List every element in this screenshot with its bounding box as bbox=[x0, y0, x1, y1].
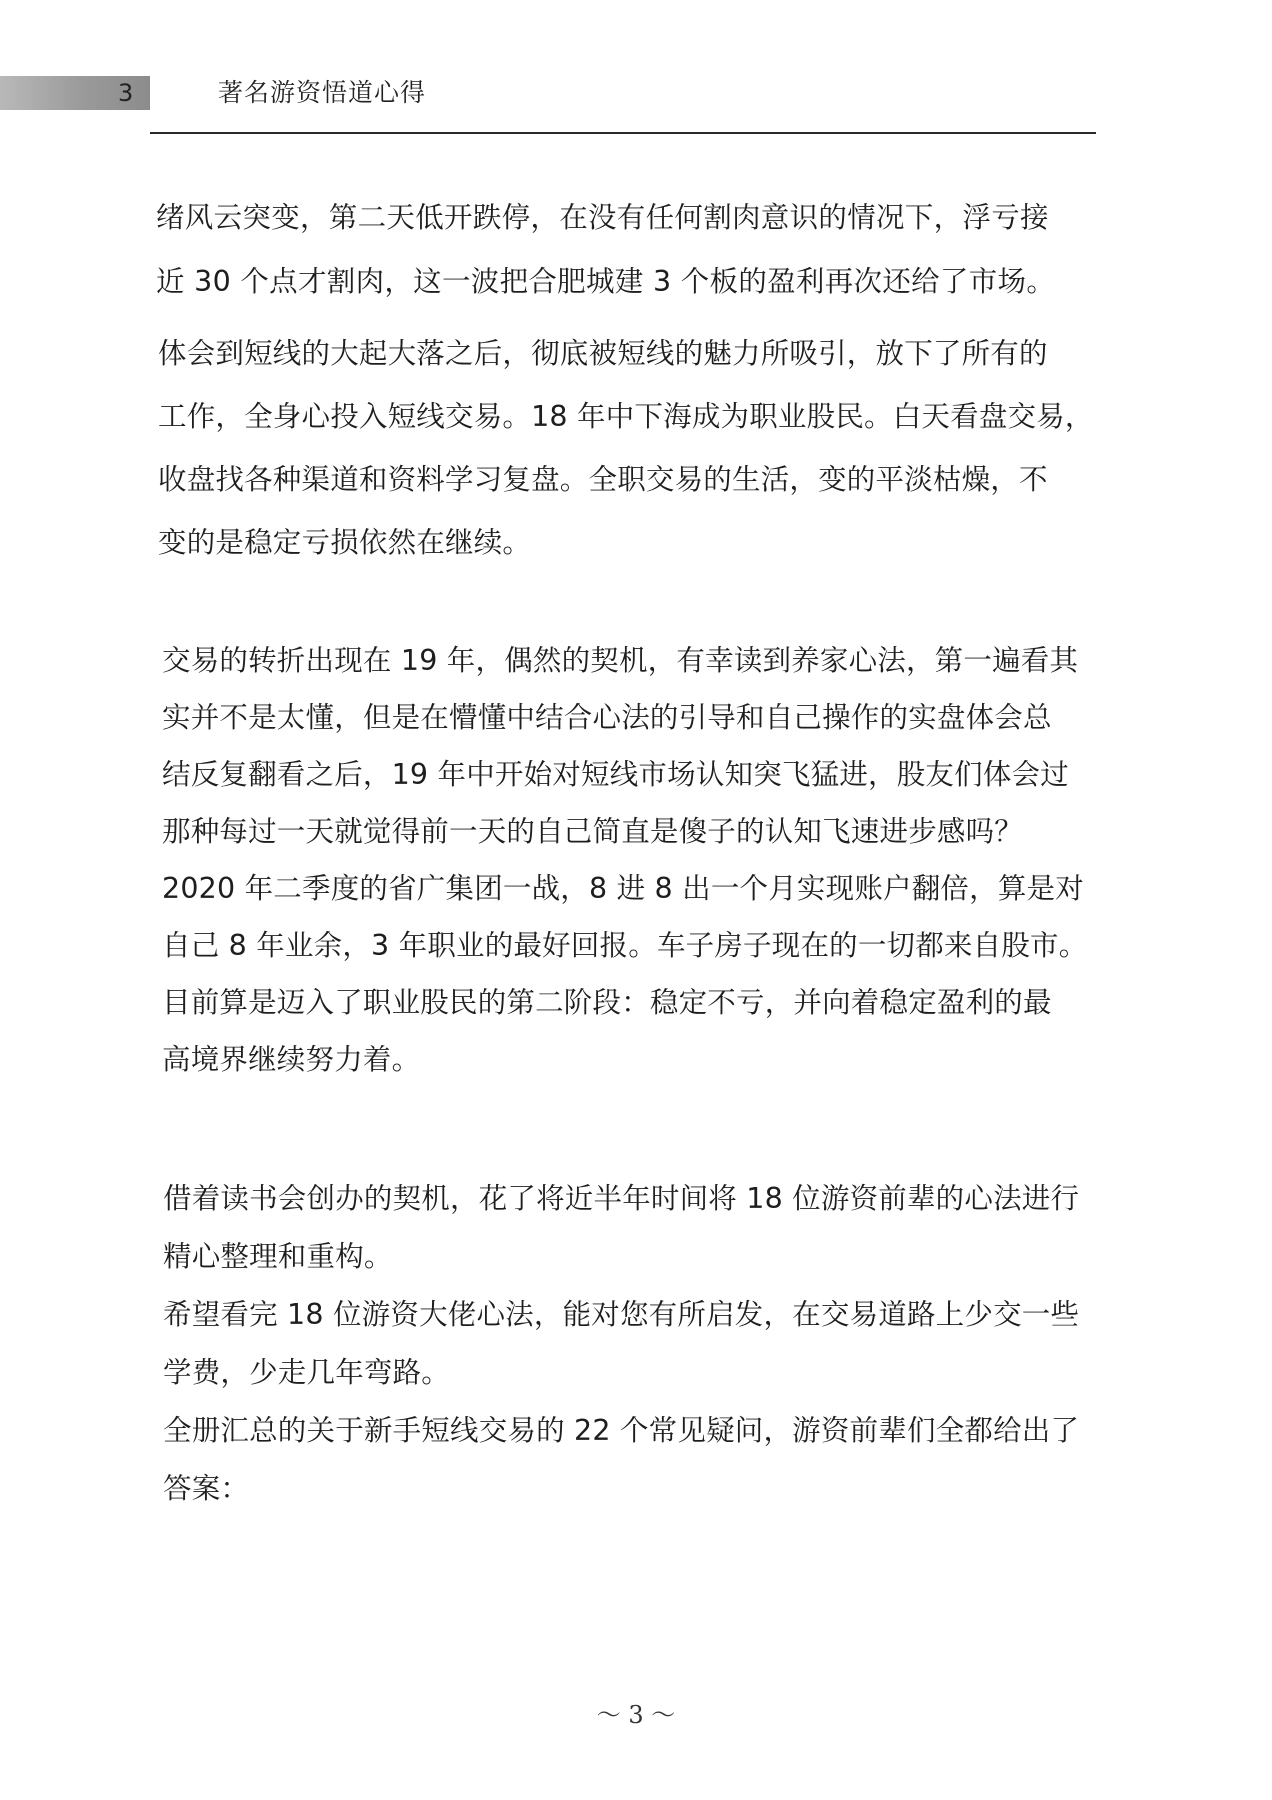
footer-page-number: ～ 3 ～ bbox=[596, 1701, 676, 1729]
body-paragraph-4: 借着读书会创办的契机，花了将近半年时间将 18 位游资前辈的心法进行 精心整理和重构。 希望看完 18 位游资大佬心法，能对您有所启发，在交易道路上少交一些 学费，少走几年弯路。 全册汇总的关于新手短线交易的 22 个常见疑问，游资前辈们全都给出了 答案： bbox=[163, 1182, 1080, 1505]
header-page-number: 3 bbox=[118, 79, 134, 107]
header-divider bbox=[150, 132, 1096, 134]
header-title: 著名游资悟道心得 bbox=[218, 78, 427, 107]
body-paragraph-2: 体会到短线的大起大落之后，彻底被短线的魅力所吸引，放下了所有的 工作，全身心投入短线交易。18 年中下海成为职业股民。白天看盘交易， 收盘找各种渠道和资料学习复盘。全职交易的生活，变的平淡枯燥，不 变的是稳定亏损依然在继续。 bbox=[158, 337, 1094, 559]
body-paragraph-1: 绪风云突变，第二天低开跌停，在没有任何割肉意识的情况下，浮亏接 近 30 个点才割肉，这一波把合肥城建 3 个板的盈利再次还给了市场。 bbox=[156, 201, 1056, 298]
body-paragraph-3: 交易的转折出现在 19 年，偶然的契机，有幸读到养家心法，第一遍看其 实并不是太懂，但是在懵懂中结合心法的引导和自己操作的实盘体会总 结反复翻看之后，19 年中开始对短线市场认知突飞猛进，股友们体会过 那种每过一天就觉得前一天的自己简直是傻子的认知飞速进步感吗？ 2020 年二季度的省广集团一战，8 进 8 出一个月实现账户翻倍，算是对 自己 8 年业余，3 年职业的最好回报。车子房子现在的一切都来自股市。 目前算是迈入了职业股民的第二阶段：稳定不亏，并向着稳定盈利的最 高境界继续努力着。 bbox=[162, 644, 1088, 1076]
